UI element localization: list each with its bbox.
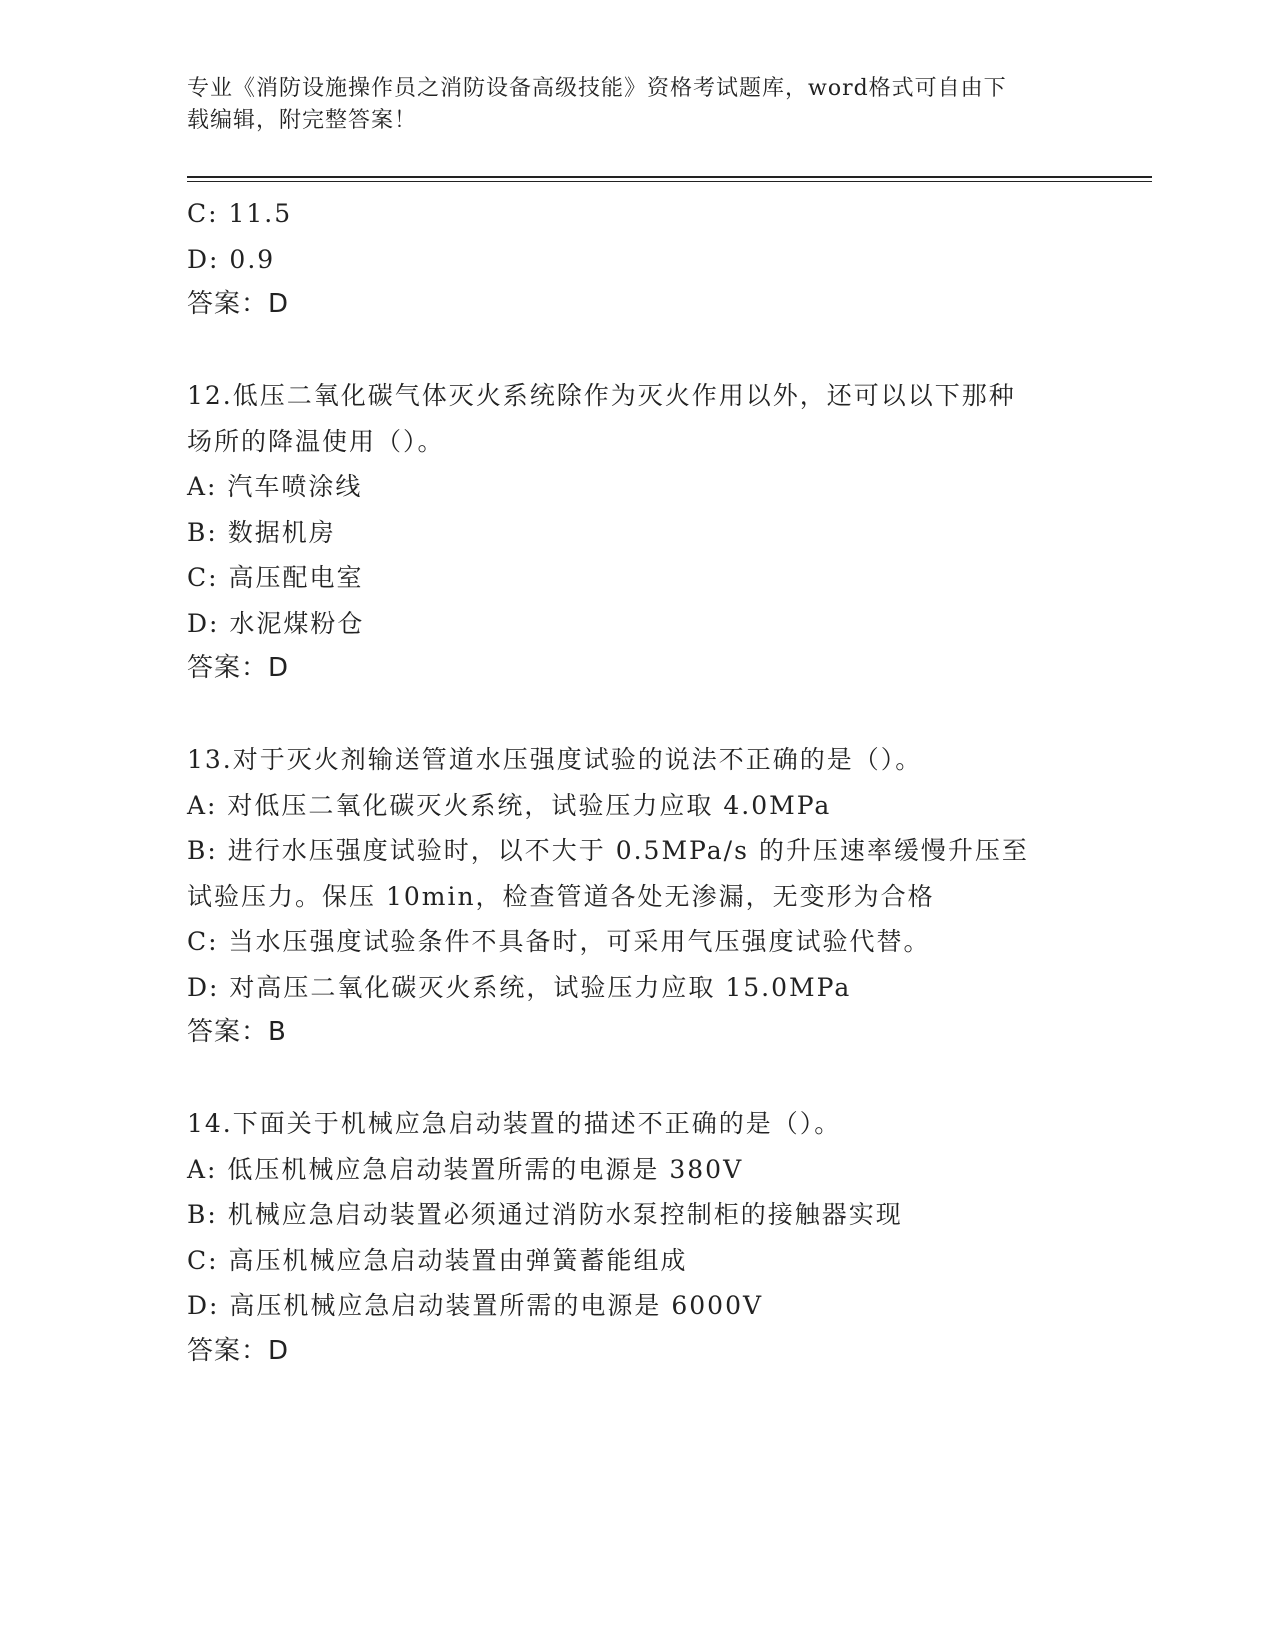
answer: 答案：B	[187, 1017, 287, 1047]
question-stem: 12.低压二氧化碳气体灭火系统除作为灭火作用以外，还可以以下那种	[187, 381, 1016, 410]
header-line-1: 专业《消防设施操作员之消防设备高级技能》资格考试题库，word格式可自由下	[187, 76, 1007, 101]
header-line-2: 载编辑，附完整答案！	[187, 108, 418, 133]
document-header	[187, 73, 1067, 137]
header-rule-thin	[187, 181, 1152, 182]
answer: 答案：D	[187, 1335, 290, 1366]
question-12	[187, 373, 1087, 692]
option-b: B: 机械应急启动装置必须通过消防水泵控制柜的接触器实现	[187, 1200, 903, 1229]
option-c: C: 高压配电室	[187, 563, 364, 592]
option-d: D: 0.9	[187, 244, 276, 274]
question-list	[187, 191, 1087, 1374]
spacer	[187, 1056, 1087, 1102]
option-b-cont: 试验压力。保压 10min，检查管道各处无渗漏，无变形为合格	[187, 881, 935, 911]
option-c: C: 11.5	[187, 199, 293, 228]
spacer	[187, 692, 1087, 738]
option-c: C: 当水压强度试验条件不具备时，可采用气压强度试验代替。	[187, 927, 931, 956]
question-stem: 14.下面关于机械应急启动装置的描述不正确的是（）。	[187, 1109, 842, 1138]
answer: 答案：D	[187, 653, 290, 683]
option-c: C: 高压机械应急启动装置由弹簧蓄能组成	[187, 1245, 688, 1275]
option-d: D: 水泥煤粉仓	[187, 608, 365, 638]
option-d: D: 对高压二氧化碳灭火系统，试验压力应取 15.0MPa	[187, 972, 852, 1002]
option-a: A: 低压机械应急启动装置所需的电源是 380V	[187, 1154, 744, 1184]
option-b: B: 进行水压强度试验时，以不大于 0.5MPa/s 的升压速率缓慢升压至	[187, 836, 1029, 865]
question-13	[187, 737, 1087, 1056]
option-a: A: 汽车喷涂线	[187, 472, 363, 501]
option-b: B: 数据机房	[187, 517, 336, 547]
header-rule-thick	[187, 176, 1152, 178]
spacer	[187, 328, 1087, 374]
option-a: A: 对低压二氧化碳灭火系统，试验压力应取 4.0MPa	[187, 790, 832, 820]
question-14	[187, 1101, 1087, 1374]
question-stem: 13.对于灭火剂输送管道水压强度试验的说法不正确的是（）。	[187, 745, 923, 774]
answer: 答案：D	[187, 289, 290, 319]
question-stem-cont: 场所的降温使用（）。	[187, 426, 445, 456]
previous-question-tail	[187, 191, 1087, 328]
option-d: D: 高压机械应急启动装置所需的电源是 6000V	[187, 1291, 764, 1320]
